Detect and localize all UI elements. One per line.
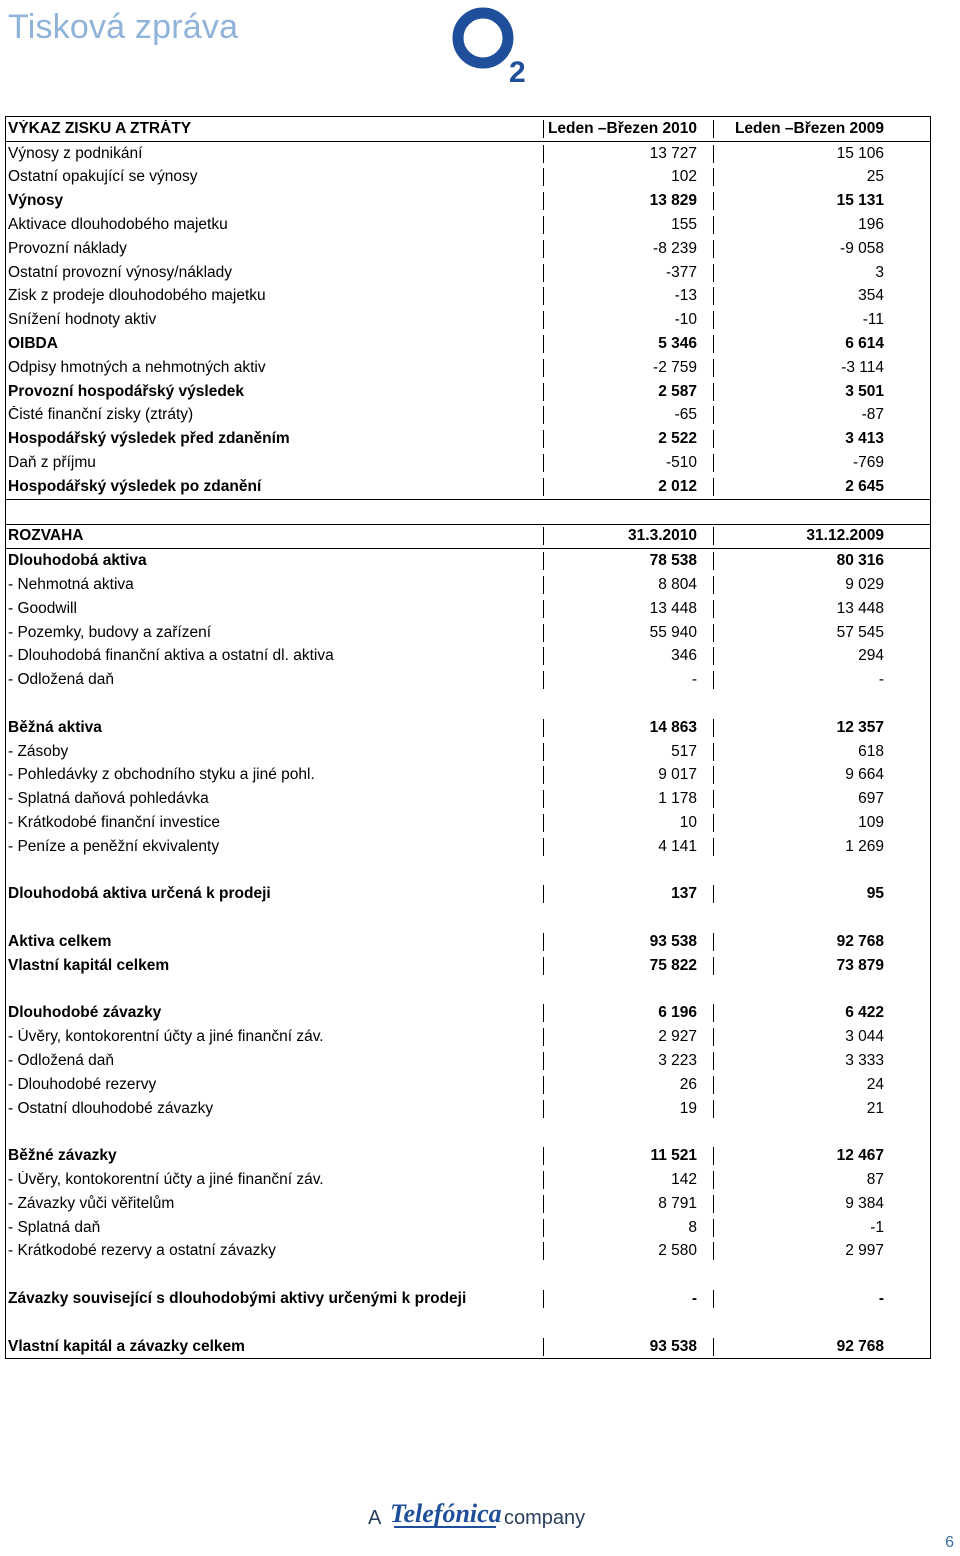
spacer-row bbox=[6, 499, 930, 524]
row-label: OIBDA bbox=[6, 335, 544, 353]
value-current: 93 538 bbox=[544, 933, 714, 951]
svg-text:2: 2 bbox=[509, 56, 526, 86]
table-row bbox=[6, 404, 930, 428]
table-row bbox=[6, 1216, 930, 1240]
value-previous: 87 bbox=[866, 1170, 884, 1188]
value-previous: 3 333 bbox=[845, 1051, 884, 1069]
value-previous: -9 058 bbox=[840, 239, 884, 257]
row-label: Aktivace dlouhodobého majetku bbox=[6, 216, 544, 234]
row-label: Výnosy z podnikání bbox=[6, 145, 544, 163]
row-label: - Krátkodobé rezervy a ostatní závazky bbox=[6, 1242, 544, 1260]
value-previous: 196 bbox=[858, 216, 884, 234]
value-current: 14 863 bbox=[544, 719, 714, 737]
table-row bbox=[6, 764, 930, 788]
svg-text:Telefónica: Telefónica bbox=[390, 1499, 502, 1528]
table-row bbox=[6, 740, 930, 764]
value-previous: 95 bbox=[866, 885, 884, 903]
value-previous: 24 bbox=[866, 1075, 884, 1093]
row-label: Hospodářský výsledek před zdaněním bbox=[6, 430, 544, 448]
svg-text:A: A bbox=[368, 1507, 382, 1529]
row-label: Dlouhodobé závazky bbox=[6, 1004, 544, 1022]
table-row bbox=[6, 597, 930, 621]
row-label: - Zásoby bbox=[6, 743, 544, 761]
row-label: - Dlouhodobá finanční aktiva a ostatní dl. aktiva bbox=[6, 647, 544, 665]
table-row bbox=[6, 692, 930, 716]
table-row bbox=[6, 548, 930, 573]
column-header-previous: Leden –Březen 2009 bbox=[734, 119, 884, 137]
row-label: - Úvěry, kontokorentní účty a jiné finanční záv. bbox=[6, 1028, 544, 1046]
row-label: Dlouhodobá aktiva určená k prodeji bbox=[6, 885, 544, 903]
table-row bbox=[6, 954, 930, 978]
table-row bbox=[6, 1263, 930, 1287]
value-current: 3 223 bbox=[544, 1052, 714, 1070]
table-row bbox=[6, 475, 930, 499]
table-row bbox=[6, 668, 930, 692]
value-current: 8 791 bbox=[544, 1195, 714, 1213]
income-statement bbox=[6, 117, 930, 524]
row-label: - Pohledávky z obchodního styku a jiné pohl. bbox=[6, 766, 544, 784]
row-label: Ostatní opakující se výnosy bbox=[6, 168, 544, 186]
value-current: 78 538 bbox=[544, 552, 714, 570]
value-previous: 80 316 bbox=[836, 552, 884, 570]
value-current: -510 bbox=[544, 454, 714, 472]
value-previous: 354 bbox=[858, 287, 884, 305]
value-previous: 3 413 bbox=[845, 430, 884, 448]
value-current: 19 bbox=[544, 1100, 714, 1118]
table-row bbox=[6, 978, 930, 1002]
value-previous: 73 879 bbox=[836, 956, 884, 974]
table-row bbox=[6, 1049, 930, 1073]
table-row bbox=[6, 1073, 930, 1097]
row-label: - Pozemky, budovy a zařízení bbox=[6, 624, 544, 642]
value-current: 155 bbox=[544, 216, 714, 234]
value-previous: 3 501 bbox=[845, 382, 884, 400]
table-row bbox=[6, 1144, 930, 1168]
value-current: 102 bbox=[544, 168, 714, 186]
row-label: - Odložená daň bbox=[6, 1052, 544, 1070]
row-label: - Dlouhodobé rezervy bbox=[6, 1076, 544, 1094]
table-row bbox=[6, 332, 930, 356]
value-current: 13 448 bbox=[544, 600, 714, 618]
value-current: - bbox=[544, 671, 714, 689]
value-previous: 12 357 bbox=[836, 718, 884, 736]
column-header-current: 31.3.2010 bbox=[544, 527, 714, 545]
value-previous: 3 044 bbox=[845, 1028, 884, 1046]
value-previous: 2 997 bbox=[845, 1242, 884, 1260]
value-previous: 697 bbox=[858, 790, 884, 808]
table-row bbox=[6, 1168, 930, 1192]
value-previous: 3 bbox=[875, 263, 884, 281]
value-current: - bbox=[544, 1290, 714, 1308]
value-previous: 21 bbox=[866, 1099, 884, 1117]
value-current: 8 bbox=[544, 1219, 714, 1237]
row-label: Daň z příjmu bbox=[6, 454, 544, 472]
value-previous: 15 131 bbox=[836, 192, 884, 210]
value-previous: 1 269 bbox=[845, 837, 884, 855]
table-row bbox=[6, 1001, 930, 1025]
table-row bbox=[6, 1025, 930, 1049]
row-label: - Peníze a peněžní ekvivalenty bbox=[6, 838, 544, 856]
income-header-row bbox=[6, 117, 930, 141]
table-row bbox=[6, 1335, 930, 1359]
value-current: 10 bbox=[544, 814, 714, 832]
value-previous: 15 106 bbox=[836, 144, 884, 162]
row-label: - Krátkodobé finanční investice bbox=[6, 814, 544, 832]
table-row bbox=[6, 261, 930, 285]
table-row bbox=[6, 835, 930, 859]
value-previous: -1 bbox=[870, 1218, 884, 1236]
table-row bbox=[6, 621, 930, 645]
value-previous: 13 448 bbox=[836, 599, 884, 617]
table-row bbox=[6, 237, 930, 261]
table-row bbox=[6, 356, 930, 380]
value-current: 2 522 bbox=[544, 430, 714, 448]
value-previous: 618 bbox=[858, 742, 884, 760]
value-current: 93 538 bbox=[544, 1338, 714, 1356]
row-label: Čisté finanční zisky (ztráty) bbox=[6, 406, 544, 424]
value-previous: 9 664 bbox=[845, 766, 884, 784]
value-previous: 25 bbox=[866, 168, 884, 186]
value-previous: 6 614 bbox=[845, 335, 884, 353]
value-previous: 9 029 bbox=[845, 576, 884, 594]
table-row bbox=[6, 451, 930, 475]
value-previous: 6 422 bbox=[845, 1004, 884, 1022]
value-current: 55 940 bbox=[544, 624, 714, 642]
row-label: Vlastní kapitál a závazky celkem bbox=[6, 1338, 544, 1356]
value-previous: -11 bbox=[862, 311, 884, 329]
table-row bbox=[6, 573, 930, 597]
table-row bbox=[6, 1239, 930, 1263]
value-previous: -769 bbox=[852, 454, 884, 472]
row-label: Hospodářský výsledek po zdanění bbox=[6, 478, 544, 496]
value-previous: - bbox=[878, 671, 884, 689]
row-label: - Splatná daň bbox=[6, 1219, 544, 1237]
row-label: - Nehmotná aktiva bbox=[6, 576, 544, 594]
row-label: - Úvěry, kontokorentní účty a jiné finanční záv. bbox=[6, 1171, 544, 1189]
row-label: Snížení hodnoty aktiv bbox=[6, 311, 544, 329]
row-label: - Ostatní dlouhodobé závazky bbox=[6, 1100, 544, 1118]
table-row bbox=[6, 1192, 930, 1216]
table-row bbox=[6, 906, 930, 930]
svg-text:company: company bbox=[504, 1507, 586, 1529]
value-current: 142 bbox=[544, 1171, 714, 1189]
value-current: 4 141 bbox=[544, 838, 714, 856]
balance-sheet bbox=[6, 524, 930, 1359]
value-current: -8 239 bbox=[544, 240, 714, 258]
value-current: -377 bbox=[544, 264, 714, 282]
value-current: 2 012 bbox=[544, 478, 714, 496]
row-label: Vlastní kapitál celkem bbox=[6, 957, 544, 975]
table-row bbox=[6, 1097, 930, 1121]
o2-logo-icon bbox=[447, 4, 533, 86]
value-previous: 294 bbox=[858, 647, 884, 665]
table-row bbox=[6, 787, 930, 811]
telefonica-logo-icon bbox=[368, 1494, 594, 1534]
page-number: 6 bbox=[945, 1534, 954, 1551]
value-current: -13 bbox=[544, 287, 714, 305]
table-row bbox=[6, 883, 930, 907]
table-row bbox=[6, 166, 930, 190]
value-previous: 12 467 bbox=[836, 1147, 884, 1165]
row-label: Dlouhodobá aktiva bbox=[6, 552, 544, 570]
value-current: -65 bbox=[544, 406, 714, 424]
value-current: 346 bbox=[544, 647, 714, 665]
table-row bbox=[6, 859, 930, 883]
value-previous: -3 114 bbox=[841, 358, 884, 376]
balance-header-row bbox=[6, 524, 930, 549]
value-current: 13 727 bbox=[544, 145, 714, 163]
column-header-current: Leden –Březen 2010 bbox=[544, 120, 714, 138]
table-row bbox=[6, 645, 930, 669]
column-header-previous: 31.12.2009 bbox=[806, 527, 884, 545]
value-previous: 92 768 bbox=[836, 1337, 884, 1355]
table-row bbox=[6, 811, 930, 835]
value-current: 5 346 bbox=[544, 335, 714, 353]
value-current: 11 521 bbox=[544, 1147, 714, 1165]
table-row bbox=[6, 141, 930, 166]
value-current: 6 196 bbox=[544, 1004, 714, 1022]
value-previous: 57 545 bbox=[836, 623, 884, 641]
row-label: Závazky související s dlouhodobými aktivy určenými k prodeji bbox=[6, 1290, 544, 1308]
value-current: 13 829 bbox=[544, 192, 714, 210]
row-label: Ostatní provozní výnosy/náklady bbox=[6, 264, 544, 282]
value-previous: - bbox=[878, 1289, 884, 1307]
value-current: 517 bbox=[544, 743, 714, 761]
row-label: Výnosy bbox=[6, 192, 544, 210]
value-current: 2 587 bbox=[544, 383, 714, 401]
value-current: 75 822 bbox=[544, 957, 714, 975]
value-current: 2 927 bbox=[544, 1028, 714, 1046]
value-current: 8 804 bbox=[544, 576, 714, 594]
value-previous: 2 645 bbox=[845, 477, 884, 495]
row-label: Provozní náklady bbox=[6, 240, 544, 258]
table-row bbox=[6, 1311, 930, 1335]
table-row bbox=[6, 308, 930, 332]
row-label: Odpisy hmotných a nehmotných aktiv bbox=[6, 359, 544, 377]
value-current: 9 017 bbox=[544, 766, 714, 784]
table-row bbox=[6, 1120, 930, 1144]
value-current: 26 bbox=[544, 1076, 714, 1094]
value-previous: 109 bbox=[858, 814, 884, 831]
table-row bbox=[6, 380, 930, 404]
section-title: VÝKAZ ZISKU A ZTRÁTY bbox=[6, 120, 544, 138]
row-label: - Splatná daňová pohledávka bbox=[6, 790, 544, 808]
section-title: ROZVAHA bbox=[6, 527, 544, 545]
row-label: Provozní hospodářský výsledek bbox=[6, 383, 544, 401]
value-current: -10 bbox=[544, 311, 714, 329]
value-current: 1 178 bbox=[544, 790, 714, 808]
row-label: - Závazky vůči věřitelům bbox=[6, 1195, 544, 1213]
value-current: -2 759 bbox=[544, 359, 714, 377]
row-label: - Odložená daň bbox=[6, 671, 544, 689]
page-title: Tisková zpráva bbox=[8, 8, 239, 46]
financial-report-table bbox=[5, 116, 931, 1359]
table-row bbox=[6, 716, 930, 740]
value-previous: 92 768 bbox=[836, 932, 884, 950]
row-label: Běžné závazky bbox=[6, 1147, 544, 1165]
table-row bbox=[6, 213, 930, 237]
row-label: Běžná aktiva bbox=[6, 719, 544, 737]
table-row bbox=[6, 1287, 930, 1311]
row-label: Aktiva celkem bbox=[6, 933, 544, 951]
value-previous: -87 bbox=[861, 406, 884, 424]
table-row bbox=[6, 427, 930, 451]
value-current: 2 580 bbox=[544, 1242, 714, 1260]
value-previous: 9 384 bbox=[845, 1194, 884, 1212]
table-row bbox=[6, 285, 930, 309]
row-label: - Goodwill bbox=[6, 600, 544, 618]
table-row bbox=[6, 189, 930, 213]
table-row bbox=[6, 930, 930, 954]
row-label: Zisk z prodeje dlouhodobého majetku bbox=[6, 287, 544, 305]
value-current: 137 bbox=[544, 885, 714, 903]
